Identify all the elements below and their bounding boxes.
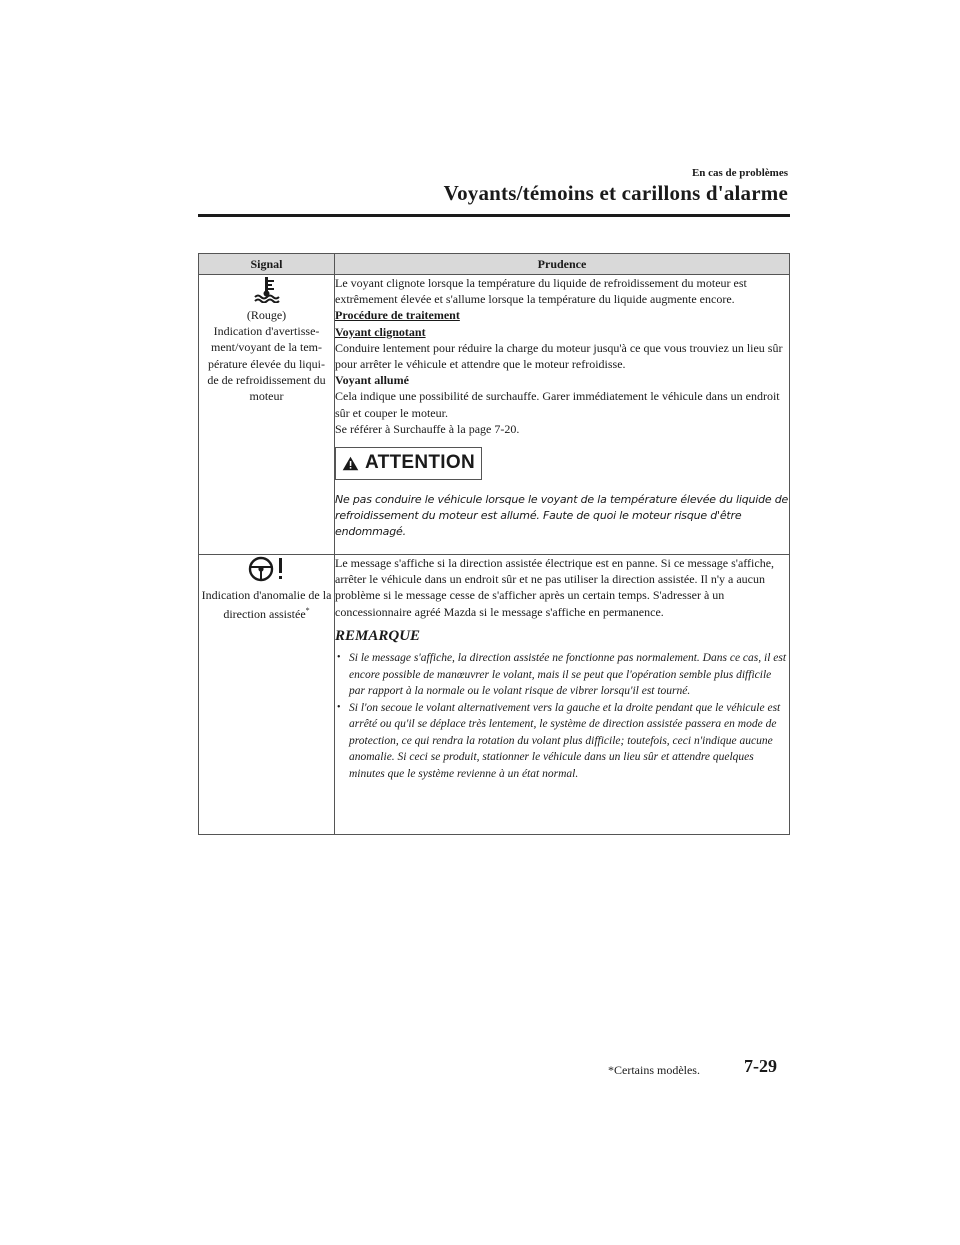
- warning-table: [198, 253, 790, 835]
- note-item: • Si l'on secoue le volant alternativement vers la gauche et la droite pendant que le véhicule est arrêté ou qu'il se déplace très lentement, le système de direction assistée passera en mode de protection, ce qui rendra la rotation du volant plus difficile; toutefois, ceci n'indique aucune anomalie. Si ceci se produit, stationner le véhicule dans un lieu sûr et attendre quelques minutes que le système revienne à un état normal.: [335, 700, 789, 783]
- caution-label: ATTENTION: [364, 452, 475, 474]
- coolant-temperature-icon: [252, 275, 282, 303]
- table-row: [199, 555, 790, 835]
- steering-wheel-warning-icon: [247, 555, 287, 583]
- warning-triangle-icon: [342, 453, 359, 474]
- signal-text: [199, 587, 334, 622]
- signal-label: Indication d'anomalie de la direction assistée: [201, 588, 332, 622]
- caution-text: Ne pas conduire le véhicule lorsque le voyant de la température élevée du liquide de refroidissement du moteur est allumé. Faute de quoi le moteur risque d'être endommagé.: [335, 493, 789, 539]
- flashing-heading: Voyant clignotant: [335, 324, 426, 339]
- note-item: • Si le message s'affiche, la direction assistée ne fonctionne pas normalement. Dans ce cas, il est encore possible de manœuvrer le volant, mais il se peut que l'opération semble plus difficile par rapport à la normale ou le volant risque de vibrer lorsqu'il est tourné.: [335, 650, 789, 700]
- table-header-row: [199, 254, 790, 275]
- message-text: Le message s'affiche si la direction assistée électrique est en panne. Si ce message s'affiche, arrêter le véhicule dans un endroit sûr et ne pas utiliser la direction assistée. Il n'y a aucun problème si le message cesse de s'afficher après un certain temps. S'adresser à un concessionnaire agréé Mazda si le message s'affiche en permanence.: [335, 556, 775, 619]
- signal-line: Indication d'avertisse-: [213, 324, 320, 339]
- signal-line: (Rouge): [246, 308, 287, 322]
- flashing-text: Conduire lentement pour réduire la charge du moteur jusqu'à ce que vous trouviez un lieu sûr pour arrêter le véhicule et attendre que le moteur refroidisse.: [335, 340, 783, 372]
- col-signal-header: Signal: [199, 254, 335, 275]
- prudence-cell: [335, 555, 790, 835]
- signal-line: de de refroidissement du: [207, 372, 326, 387]
- signal-line: ment/voyant de la tem-: [211, 340, 322, 355]
- table-row: [199, 275, 790, 555]
- caution-box: [335, 447, 482, 480]
- signal-text: [199, 307, 334, 404]
- footnote-mark: *: [305, 606, 310, 616]
- signal-line: pérature élevée du liqui-: [208, 356, 325, 371]
- page-number: 7-29: [744, 1056, 777, 1076]
- signal-cell: [199, 275, 335, 555]
- lit-heading: Voyant allumé: [335, 373, 409, 388]
- col-prudence-header: Prudence: [335, 254, 790, 275]
- signal-line: moteur: [249, 389, 284, 404]
- note-list: [335, 650, 789, 782]
- section-label: En cas de problèmes: [691, 167, 788, 179]
- signal-cell: [199, 555, 335, 835]
- lit-text: Cela indique une possibilité de surchauffe. Garer immédiatement le véhicule dans un endroit sûr et couper le moteur.: [335, 389, 780, 420]
- intro-text: Le voyant clignote lorsque la température du liquide de refroidissement du moteur est extrêmement élevée et s'allume lorsque la température du liquide augmente encore.: [335, 276, 747, 307]
- chapter-title: Voyants/témoins et carillons d'alarme: [443, 181, 788, 205]
- footnote: *Certains modèles.: [608, 1063, 700, 1077]
- procedure-heading: Procédure de traitement: [335, 308, 460, 323]
- reference-text: Se référer à Surchauffe à la page 7-20.: [335, 421, 520, 436]
- note-title: REMARQUE: [335, 627, 421, 644]
- title-rule: [198, 214, 790, 217]
- prudence-cell: [335, 275, 790, 555]
